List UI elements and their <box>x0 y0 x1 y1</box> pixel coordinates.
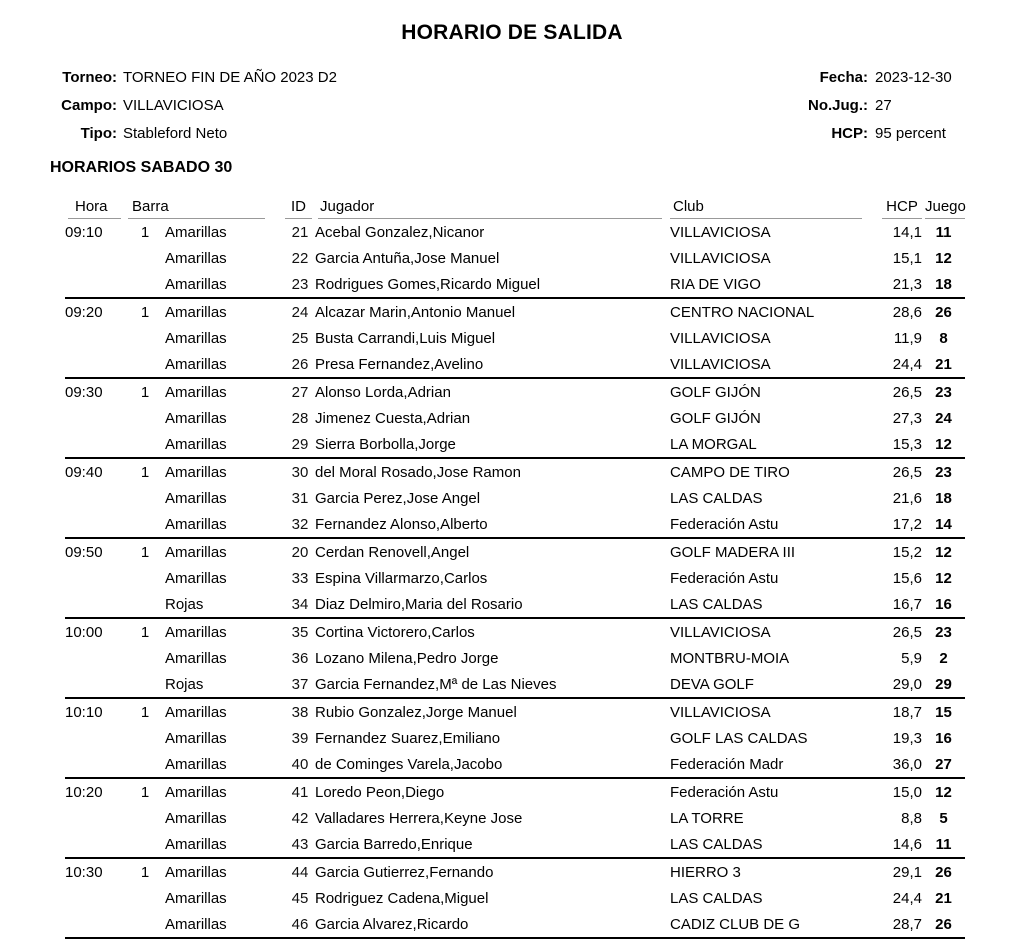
cell-player-name: Rubio Gonzalez,Jorge Manuel <box>315 703 517 721</box>
cell-barra: 1 <box>140 543 150 561</box>
cell-player-name: Acebal Gonzalez,Nicanor <box>315 223 485 241</box>
cell-tee-color: Amarillas <box>165 275 227 293</box>
cell-club: LAS CALDAS <box>670 489 763 507</box>
num-jugadores-label: No.Jug.: <box>808 97 868 114</box>
hcp-percent-label: HCP: <box>831 125 868 142</box>
cell-player-name: Espina Villarmarzo,Carlos <box>315 569 488 587</box>
cell-hcp: 18,7 <box>892 703 922 721</box>
header-club: Club <box>670 191 880 219</box>
cell-player-name: de Cominges Varela,Jacobo <box>315 755 503 773</box>
cell-barra <box>125 245 165 271</box>
player-row <box>65 538 965 565</box>
tee-time-group <box>65 219 965 298</box>
player-row <box>65 485 965 511</box>
cell-player-id: 23 <box>291 275 309 293</box>
cell-club: HIERRO 3 <box>670 863 741 881</box>
cell-hcp: 21,6 <box>892 489 922 507</box>
cell-player-id: 22 <box>291 249 309 267</box>
cell-barra <box>125 671 165 698</box>
player-row <box>65 405 965 431</box>
cell-barra: 1 <box>140 863 150 881</box>
cell-barra <box>125 725 165 751</box>
header-juego: Juego <box>922 191 965 219</box>
cell-barra <box>125 645 165 671</box>
cell-player-id: 44 <box>291 863 309 881</box>
cell-club: LAS CALDAS <box>670 595 763 613</box>
num-jugadores-value: 27 <box>875 97 892 114</box>
cell-hcp: 29,1 <box>892 863 922 881</box>
cell-club: GOLF LAS CALDAS <box>670 729 808 747</box>
player-row <box>65 911 965 938</box>
cell-club: VILLAVICIOSA <box>670 355 771 373</box>
torneo-value: TORNEO FIN DE AÑO 2023 D2 <box>123 69 337 86</box>
cell-player-name: Rodrigues Gomes,Ricardo Miguel <box>315 275 541 293</box>
cell-juego: 18 <box>935 275 952 293</box>
cell-player-name: Garcia Gutierrez,Fernando <box>315 863 494 881</box>
player-row <box>65 725 965 751</box>
cell-tee-color: Amarillas <box>165 249 227 267</box>
player-row <box>65 458 965 485</box>
cell-player-id: 37 <box>291 675 309 693</box>
cell-player-id: 24 <box>291 303 309 321</box>
player-row <box>65 618 965 645</box>
cell-hcp: 26,5 <box>892 383 922 401</box>
cell-hcp: 21,3 <box>892 275 922 293</box>
cell-club: LA TORRE <box>670 809 744 827</box>
cell-player-name: Busta Carrandi,Luis Miguel <box>315 329 496 347</box>
cell-tee-color: Amarillas <box>165 489 227 507</box>
cell-hora: 09:50 <box>65 543 103 561</box>
cell-barra: 1 <box>140 703 150 721</box>
tipo-value: Stableford Neto <box>123 125 228 142</box>
cell-club: Federación Astu <box>670 783 779 801</box>
cell-player-id: 21 <box>291 223 309 241</box>
cell-tee-color: Rojas <box>165 675 204 693</box>
fecha-value: 2023-12-30 <box>875 69 952 86</box>
player-row <box>65 698 965 725</box>
tee-time-group <box>65 458 965 538</box>
cell-tee-color: Rojas <box>165 595 204 613</box>
player-row <box>65 671 965 698</box>
cell-barra <box>125 565 165 591</box>
cell-club: VILLAVICIOSA <box>670 223 771 241</box>
cell-hora <box>65 645 125 671</box>
cell-player-id: 34 <box>291 595 309 613</box>
header-hcp: HCP <box>880 191 922 219</box>
cell-club: CENTRO NACIONAL <box>670 303 815 321</box>
cell-hcp: 26,5 <box>892 463 922 481</box>
cell-hcp: 14,6 <box>892 835 922 853</box>
cell-tee-color: Amarillas <box>165 303 227 321</box>
cell-player-id: 40 <box>291 755 309 773</box>
cell-player-id: 41 <box>291 783 309 801</box>
cell-player-name: Presa Fernandez,Avelino <box>315 355 484 373</box>
cell-hcp: 15,1 <box>892 249 922 267</box>
cell-club: VILLAVICIOSA <box>670 249 771 267</box>
cell-tee-color: Amarillas <box>165 623 227 641</box>
fecha-label: Fecha: <box>819 69 868 86</box>
cell-hora: 09:30 <box>65 383 103 401</box>
cell-tee-color: Amarillas <box>165 543 227 561</box>
cell-juego: 21 <box>935 889 952 907</box>
cell-hcp: 28,6 <box>892 303 922 321</box>
cell-barra: 1 <box>140 223 150 241</box>
cell-juego: 14 <box>935 515 952 533</box>
cell-player-name: del Moral Rosado,Jose Ramon <box>315 463 521 481</box>
cell-juego: 11 <box>935 223 952 241</box>
cell-juego: 24 <box>935 409 952 427</box>
cell-juego: 26 <box>935 863 952 881</box>
cell-club: LAS CALDAS <box>670 835 763 853</box>
tee-time-group <box>65 618 965 698</box>
meta-row-3 <box>0 121 1024 149</box>
header-barra: Barra <box>125 191 285 219</box>
cell-tee-color: Amarillas <box>165 409 227 427</box>
tipo-label: Tipo: <box>80 125 117 142</box>
cell-club: Federación Astu <box>670 515 779 533</box>
cell-tee-color: Amarillas <box>165 835 227 853</box>
cell-juego: 23 <box>935 623 952 641</box>
tee-time-group <box>65 778 965 858</box>
cell-juego: 18 <box>935 489 952 507</box>
cell-player-id: 25 <box>291 329 309 347</box>
cell-hora <box>65 325 125 351</box>
cell-hcp: 24,4 <box>892 355 922 373</box>
cell-tee-color: Amarillas <box>165 783 227 801</box>
cell-barra <box>125 805 165 831</box>
cell-tee-color: Amarillas <box>165 915 227 933</box>
table-header <box>65 191 965 219</box>
cell-hora: 10:30 <box>65 863 103 881</box>
cell-barra: 1 <box>140 303 150 321</box>
cell-player-id: 26 <box>291 355 309 373</box>
cell-barra <box>125 431 165 458</box>
cell-player-id: 31 <box>291 489 309 507</box>
cell-player-id: 30 <box>291 463 309 481</box>
cell-player-name: Garcia Perez,Jose Angel <box>315 489 481 507</box>
cell-juego: 26 <box>935 303 952 321</box>
cell-player-id: 43 <box>291 835 309 853</box>
torneo-label: Torneo: <box>62 69 117 86</box>
cell-juego: 11 <box>935 835 952 853</box>
cell-barra <box>125 751 165 778</box>
cell-barra <box>125 271 165 298</box>
cell-hora: 10:00 <box>65 623 103 641</box>
cell-club: VILLAVICIOSA <box>670 329 771 347</box>
player-row <box>65 511 965 538</box>
campo-value: VILLAVICIOSA <box>123 97 224 114</box>
cell-hora <box>65 725 125 751</box>
cell-club: CADIZ CLUB DE G <box>670 915 801 933</box>
cell-hcp: 24,4 <box>892 889 922 907</box>
cell-juego: 27 <box>935 755 952 773</box>
cell-hcp: 5,9 <box>901 649 922 667</box>
cell-barra <box>125 511 165 538</box>
tee-time-group <box>65 698 965 778</box>
cell-hora <box>65 805 125 831</box>
cell-tee-color: Amarillas <box>165 383 227 401</box>
cell-player-id: 35 <box>291 623 309 641</box>
cell-hora <box>65 351 125 378</box>
cell-hcp: 28,7 <box>892 915 922 933</box>
meta-row-1 <box>0 65 1024 93</box>
cell-hora <box>65 591 125 618</box>
cell-hora <box>65 885 125 911</box>
cell-hora <box>65 511 125 538</box>
cell-hcp: 17,2 <box>892 515 922 533</box>
cell-barra: 1 <box>140 623 150 641</box>
cell-tee-color: Amarillas <box>165 463 227 481</box>
tee-time-group <box>65 858 965 938</box>
meta-row-2 <box>0 93 1024 121</box>
cell-tee-color: Amarillas <box>165 329 227 347</box>
player-row <box>65 831 965 858</box>
tee-time-group <box>65 298 965 378</box>
cell-juego: 26 <box>935 915 952 933</box>
tournament-meta <box>0 65 1024 149</box>
section-title: HORARIOS SABADO 30 <box>50 159 233 176</box>
cell-player-id: 45 <box>291 889 309 907</box>
cell-player-name: Sierra Borbolla,Jorge <box>315 435 456 453</box>
cell-player-id: 33 <box>291 569 309 587</box>
cell-hora <box>65 751 125 778</box>
cell-player-name: Jimenez Cuesta,Adrian <box>315 409 471 427</box>
cell-tee-color: Amarillas <box>165 569 227 587</box>
cell-club: Federación Astu <box>670 569 779 587</box>
cell-tee-color: Amarillas <box>165 889 227 907</box>
player-row <box>65 351 965 378</box>
cell-tee-color: Amarillas <box>165 755 227 773</box>
hcp-percent-value: 95 percent <box>875 125 946 142</box>
cell-hora: 10:20 <box>65 783 103 801</box>
cell-hora: 09:10 <box>65 223 103 241</box>
cell-player-name: Garcia Antuña,Jose Manuel <box>315 249 500 267</box>
tee-times-table <box>65 191 965 939</box>
cell-hora <box>65 405 125 431</box>
cell-juego: 29 <box>935 675 952 693</box>
cell-player-name: Garcia Alvarez,Ricardo <box>315 915 469 933</box>
cell-barra <box>125 325 165 351</box>
cell-player-id: 32 <box>291 515 309 533</box>
player-row <box>65 805 965 831</box>
cell-hora: 09:40 <box>65 463 103 481</box>
cell-barra <box>125 831 165 858</box>
cell-player-name: Cortina Victorero,Carlos <box>315 623 475 641</box>
player-row <box>65 271 965 298</box>
cell-player-name: Garcia Fernandez,Mª de Las Nieves <box>315 675 557 693</box>
header-id: ID <box>285 191 315 219</box>
cell-tee-color: Amarillas <box>165 435 227 453</box>
cell-club: GOLF MADERA III <box>670 543 796 561</box>
cell-barra <box>125 405 165 431</box>
cell-hcp: 15,0 <box>892 783 922 801</box>
cell-tee-color: Amarillas <box>165 223 227 241</box>
cell-hcp: 15,2 <box>892 543 922 561</box>
cell-hcp: 11,9 <box>893 329 922 347</box>
cell-hora <box>65 565 125 591</box>
cell-player-id: 29 <box>291 435 309 453</box>
cell-juego: 12 <box>935 783 952 801</box>
cell-player-id: 39 <box>291 729 309 747</box>
cell-player-name: Cerdan Renovell,Angel <box>315 543 470 561</box>
cell-juego: 16 <box>935 595 952 613</box>
cell-juego: 21 <box>935 355 952 373</box>
cell-barra <box>125 911 165 938</box>
cell-club: LAS CALDAS <box>670 889 763 907</box>
cell-hcp: 27,3 <box>892 409 922 427</box>
cell-hora <box>65 911 125 938</box>
cell-club: LA MORGAL <box>670 435 757 453</box>
cell-juego: 12 <box>935 569 952 587</box>
cell-player-id: 38 <box>291 703 309 721</box>
cell-barra <box>125 885 165 911</box>
cell-player-id: 42 <box>291 809 309 827</box>
cell-hcp: 16,7 <box>892 595 922 613</box>
cell-club: VILLAVICIOSA <box>670 623 771 641</box>
cell-club: VILLAVICIOSA <box>670 703 771 721</box>
cell-barra <box>125 351 165 378</box>
player-row <box>65 645 965 671</box>
cell-player-name: Rodriguez Cadena,Miguel <box>315 889 489 907</box>
cell-juego: 8 <box>939 329 948 347</box>
cell-tee-color: Amarillas <box>165 809 227 827</box>
player-row <box>65 751 965 778</box>
cell-player-name: Alonso Lorda,Adrian <box>315 383 451 401</box>
cell-player-name: Valladares Herrera,Keyne Jose <box>315 809 523 827</box>
header-row <box>65 191 965 219</box>
cell-hcp: 36,0 <box>892 755 922 773</box>
cell-club: GOLF GIJÓN <box>670 409 761 427</box>
cell-club: Federación Madr <box>670 755 784 773</box>
cell-player-name: Fernandez Alonso,Alberto <box>315 515 488 533</box>
player-row <box>65 778 965 805</box>
cell-hora <box>65 485 125 511</box>
cell-tee-color: Amarillas <box>165 863 227 881</box>
player-row <box>65 298 965 325</box>
header-jugador: Jugador <box>315 191 670 219</box>
page-title: HORARIO DE SALIDA <box>401 21 623 44</box>
cell-juego: 12 <box>935 435 952 453</box>
cell-hora <box>65 671 125 698</box>
cell-club: RIA DE VIGO <box>670 275 761 293</box>
cell-juego: 12 <box>935 249 952 267</box>
cell-juego: 16 <box>935 729 952 747</box>
cell-player-name: Alcazar Marin,Antonio Manuel <box>315 303 516 321</box>
player-row <box>65 591 965 618</box>
cell-tee-color: Amarillas <box>165 703 227 721</box>
cell-club: GOLF GIJÓN <box>670 383 761 401</box>
tee-time-group <box>65 378 965 458</box>
player-row <box>65 858 965 885</box>
player-row <box>65 378 965 405</box>
cell-barra <box>125 591 165 618</box>
cell-barra <box>125 485 165 511</box>
cell-hora <box>65 431 125 458</box>
player-row <box>65 565 965 591</box>
cell-tee-color: Amarillas <box>165 729 227 747</box>
cell-juego: 5 <box>939 809 948 827</box>
cell-juego: 15 <box>935 703 952 721</box>
cell-hcp: 29,0 <box>892 675 922 693</box>
cell-barra: 1 <box>140 463 150 481</box>
cell-player-name: Garcia Barredo,Enrique <box>315 835 473 853</box>
cell-player-id: 46 <box>291 915 309 933</box>
cell-tee-color: Amarillas <box>165 355 227 373</box>
cell-player-name: Fernandez Suarez,Emiliano <box>315 729 501 747</box>
cell-hora <box>65 245 125 271</box>
cell-juego: 23 <box>935 383 952 401</box>
player-row <box>65 219 965 245</box>
player-row <box>65 245 965 271</box>
cell-player-id: 28 <box>291 409 309 427</box>
cell-tee-color: Amarillas <box>165 649 227 667</box>
cell-juego: 12 <box>935 543 952 561</box>
player-row <box>65 885 965 911</box>
cell-barra: 1 <box>140 783 150 801</box>
cell-hcp: 14,1 <box>892 223 922 241</box>
cell-hora: 09:20 <box>65 303 103 321</box>
cell-hcp: 8,8 <box>901 809 922 827</box>
player-row <box>65 325 965 351</box>
tee-time-group <box>65 538 965 618</box>
cell-player-name: Lozano Milena,Pedro Jorge <box>315 649 499 667</box>
header-hora: Hora <box>65 191 125 219</box>
cell-player-name: Loredo Peon,Diego <box>315 783 445 801</box>
cell-hora: 10:10 <box>65 703 103 721</box>
cell-player-id: 20 <box>291 543 309 561</box>
cell-hora <box>65 831 125 858</box>
cell-hcp: 26,5 <box>892 623 922 641</box>
cell-club: MONTBRU-MOIA <box>670 649 790 667</box>
cell-hcp: 19,3 <box>892 729 922 747</box>
cell-hcp: 15,3 <box>892 435 922 453</box>
cell-hora <box>65 271 125 298</box>
cell-barra: 1 <box>140 383 150 401</box>
cell-player-id: 27 <box>291 383 309 401</box>
cell-juego: 2 <box>939 649 948 667</box>
cell-club: DEVA GOLF <box>670 675 754 693</box>
campo-label: Campo: <box>61 97 117 114</box>
cell-juego: 23 <box>935 463 952 481</box>
cell-hcp: 15,6 <box>892 569 922 587</box>
cell-player-name: Diaz Delmiro,Maria del Rosario <box>315 595 523 613</box>
cell-club: CAMPO DE TIRO <box>670 463 790 481</box>
player-row <box>65 431 965 458</box>
cell-tee-color: Amarillas <box>165 515 227 533</box>
cell-player-id: 36 <box>291 649 309 667</box>
